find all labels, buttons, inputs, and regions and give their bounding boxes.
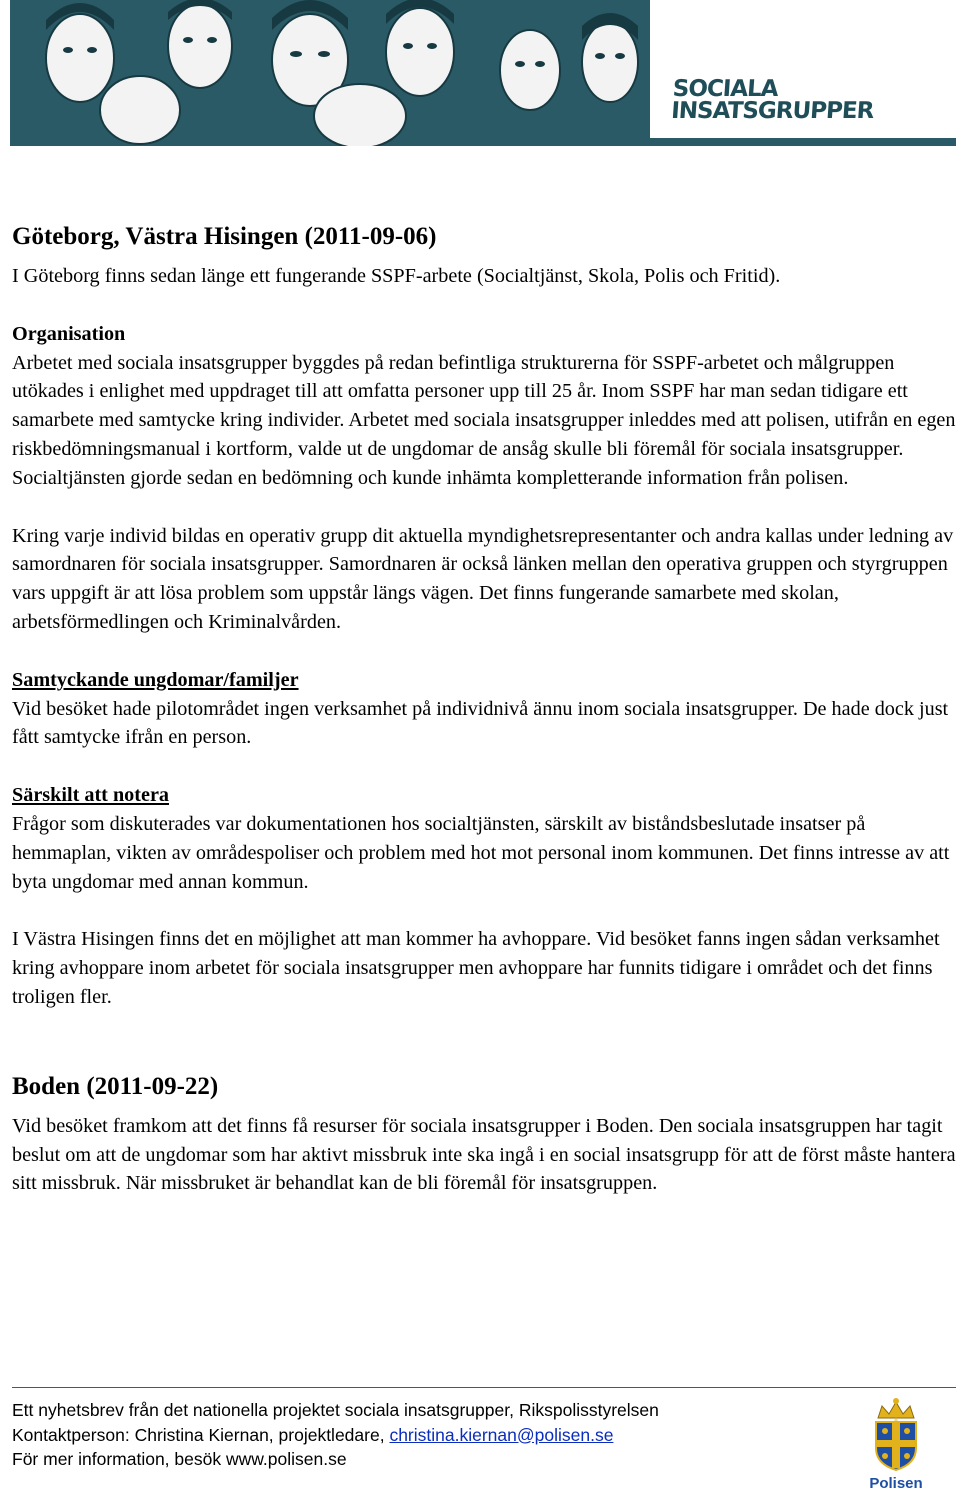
boden-paragraph: Vid besöket framkom att det finns få resurser för sociala insatsgrupper i Boden. Den sociala insatsgruppen har tagit beslut om att de ungdomar som har aktivt missbruk inte ska ingå i en social insatsgrupp för att de först måste hantera sitt missbruk. När missbruket är behandlat kan de bli föremål för insatsgruppen. (12, 1114, 956, 1195)
samtycke-paragraph: Vid besöket hade pilotområdet ingen verksamhet på individnivå ännu inom sociala insatsgrupper. De hade dock just fått samtycke ifrån en person. (12, 697, 949, 749)
footer-contact-line (12, 1423, 842, 1448)
avhoppare-paragraph: I Västra Hisingen finns det en möjlighet att man kommer ha avhoppare. Vid besöket fanns ingen sådan verksamhet kring avhoppare inom arbetet för sociala insatsgrupper men avhoppare har funnits tidigare i området och det finns troligen fler. (12, 928, 940, 1008)
footer-divider (12, 1387, 956, 1388)
footer-contact-text: Kontaktperson: Christina Kiernan, projektledare, (12, 1424, 390, 1445)
sociala-insatsgrupper-logo (672, 78, 932, 134)
footer-newsletter-line: Ett nyhetsbrev från det nationella projektet sociala insatsgrupper, Rikspolisstyrelsen (12, 1400, 659, 1420)
polisen-logo (856, 1396, 936, 1492)
youth-faces-illustration (10, 0, 650, 146)
footer-info-line: För mer information, besök www.polisen.se (12, 1449, 347, 1469)
section-title-boden: Boden (2011-09-22) (12, 1072, 219, 1100)
section-title-goteborg: Göteborg, Västra Hisingen (2011-09-06) (12, 223, 437, 250)
header-banner (10, 0, 956, 146)
notera-paragraph: Frågor som diskuterades var dokumentationen hos socialtjänsten, särskilt av biståndsbeslutade insatser på hemmaplan, vikten av områdespoliser och problem med hot mot personal inom kommunen. Det finns intresse av att byta ungdomar med annan kommun. (12, 812, 950, 893)
polisen-logo-text: Polisen (869, 1475, 923, 1492)
heading-sarskilt-att-notera: Särskilt att notera (12, 784, 169, 807)
logo-line-1: SOCIALA (671, 76, 779, 102)
heading-samtyckande: Samtyckande ungdomar/familjer (12, 668, 299, 691)
operativ-grupp-paragraph: Kring varje individ bildas en operativ grupp dit aktuella myndighetsrepresentanter och andra kallas under ledning av samordnaren för sociala insatsgrupper. Samordnaren är också länken mellan den operativa gruppen och styrgruppen vars uppgift är att lösa problem som uppstår längs vägen. Det finns fungerande samarbete med skolan, arbetsförmedlingen och Kriminalvården. (12, 524, 954, 633)
logo-line-2: INSATSGRUPPER (670, 98, 875, 124)
intro-paragraph: I Göteborg finns sedan länge ett fungerande SSPF-arbete (Socialtjänst, Skola, Polis och Fritid). (12, 265, 781, 287)
organisation-paragraph: Arbetet med sociala insatsgrupper byggdes på redan befintliga strukturerna för SSPF-arbetet och målgruppen utökades i enlighet med uppdraget till att omfatta personer upp till 25 år. Inom SSPF har man sedan tidigare ett samarbete med samtycke kring individer. Arbetet med sociala insatsgrupper inleddes med att polisen, utifrån en egen riskbedömningsmanual i kortform, valde ut de ungdomar de ansåg skulle bli föremål för sociala insatsgrupper. Socialtjänsten gjorde sedan en bedömning och kunde inhämta kompletterande information från polisen. (12, 351, 956, 489)
document-body (12, 220, 956, 1198)
footer (12, 1398, 842, 1472)
contact-email-link[interactable]: christina.kiernan@polisen.se (389, 1424, 614, 1445)
heading-organisation: Organisation (12, 322, 126, 345)
